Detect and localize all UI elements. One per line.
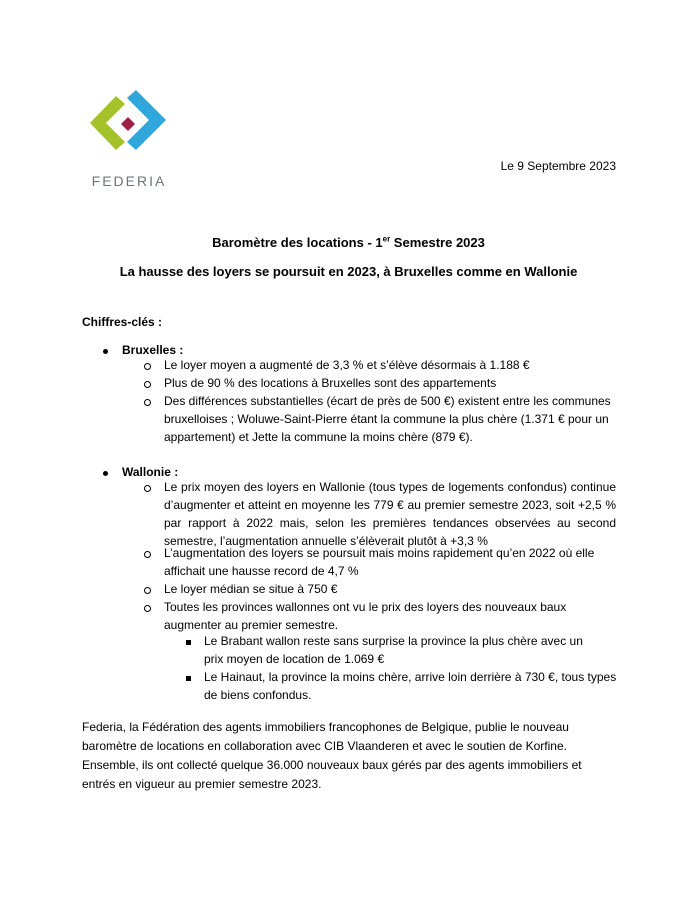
bullet-circle	[144, 381, 151, 388]
wallonie-subitem: Le Brabant wallon reste sans surprise la province la plus chère avec un prix moyen de location de 1.069 €	[204, 634, 583, 666]
federia-logo-mark	[90, 90, 168, 156]
wallonie-subitem: Le Hainaut, la province la moins chère, arrive loin derrière à 730 €, tous types de biens confondus.	[204, 670, 617, 702]
bruxelles-item: Plus de 90 % des locations à Bruxelles sont des appartements	[164, 376, 497, 390]
region-label-wallonie: Wallonie :	[122, 465, 179, 479]
document-date: Le 9 Septembre 2023	[500, 159, 616, 173]
bullet-circle	[144, 363, 151, 370]
document-title	[0, 235, 697, 250]
logo-wordmark: FEDERIA	[91, 173, 167, 189]
bullet-square	[186, 640, 191, 645]
title-superscript: er	[382, 234, 391, 244]
region-label-bruxelles: Bruxelles :	[122, 343, 184, 357]
bullet-circle	[144, 605, 151, 612]
closing-paragraph: Federia, la Fédération des agents immobiliers francophones de Belgique, publie le nouveau baromètre de locations en collaboration avec CIB Vlaanderen et avec le soutien de Korfine. Ensemble, ils ont collecté quelque 36.000 nouveaux baux gérés par des agents immobiliers et entrés en vigueur au premier semestre 2023.	[82, 720, 582, 791]
bullet-circle	[144, 485, 151, 492]
title-main: Baromètre des locations - 1	[212, 235, 383, 250]
wallonie-item: L’augmentation des loyers se poursuit mais moins rapidement qu’en 2022 où elle affichait une hausse record de 4,7 %	[164, 546, 595, 578]
bullet-circle	[144, 551, 151, 558]
bruxelles-item: Des différences substantielles (écart de près de 500 €) existent entre les communes bruxelloises ; Woluwe-Saint-Pierre étant la commune la plus chère (1.371 € pour un appartement) et Jette la commune la moins chère (879 €).	[164, 394, 611, 444]
wallonie-item: Le loyer médian se situe à 750 €	[164, 582, 338, 596]
wallonie-item: Toutes les provinces wallonnes ont vu le prix des loyers des nouveaux baux augmenter au premier semestre.	[164, 600, 567, 632]
logo-blue-chevron	[127, 90, 166, 150]
bullet-circle	[144, 399, 151, 406]
key-figures-label: Chiffres-clés :	[82, 315, 163, 329]
bullet-square	[186, 676, 191, 681]
logo-red-diamond	[121, 117, 135, 131]
bullet-circle	[144, 587, 151, 594]
wallonie-item: Le prix moyen des loyers en Wallonie (tous types de logements confondus) continue d’augmenter et atteint en moyenne les 779 € au premier semestre 2023, soit +2,5 % par rapport à 2022 mais, selon les premières tendances observées au second semestre, l’augmentation annuelle s’élèverait plutôt à +3,3 %	[164, 480, 616, 548]
document-subtitle: La hausse des loyers se poursuit en 2023, à Bruxelles comme en Wallonie	[119, 264, 578, 279]
logo-green-chevron	[90, 96, 125, 150]
title-suffix: Semestre 2023	[390, 235, 485, 250]
bruxelles-item: Le loyer moyen a augmenté de 3,3 % et s’élève désormais à 1.188 €	[164, 358, 530, 372]
bullet-dot	[103, 349, 108, 354]
federia-logo	[88, 88, 170, 190]
bullet-dot	[103, 471, 108, 476]
